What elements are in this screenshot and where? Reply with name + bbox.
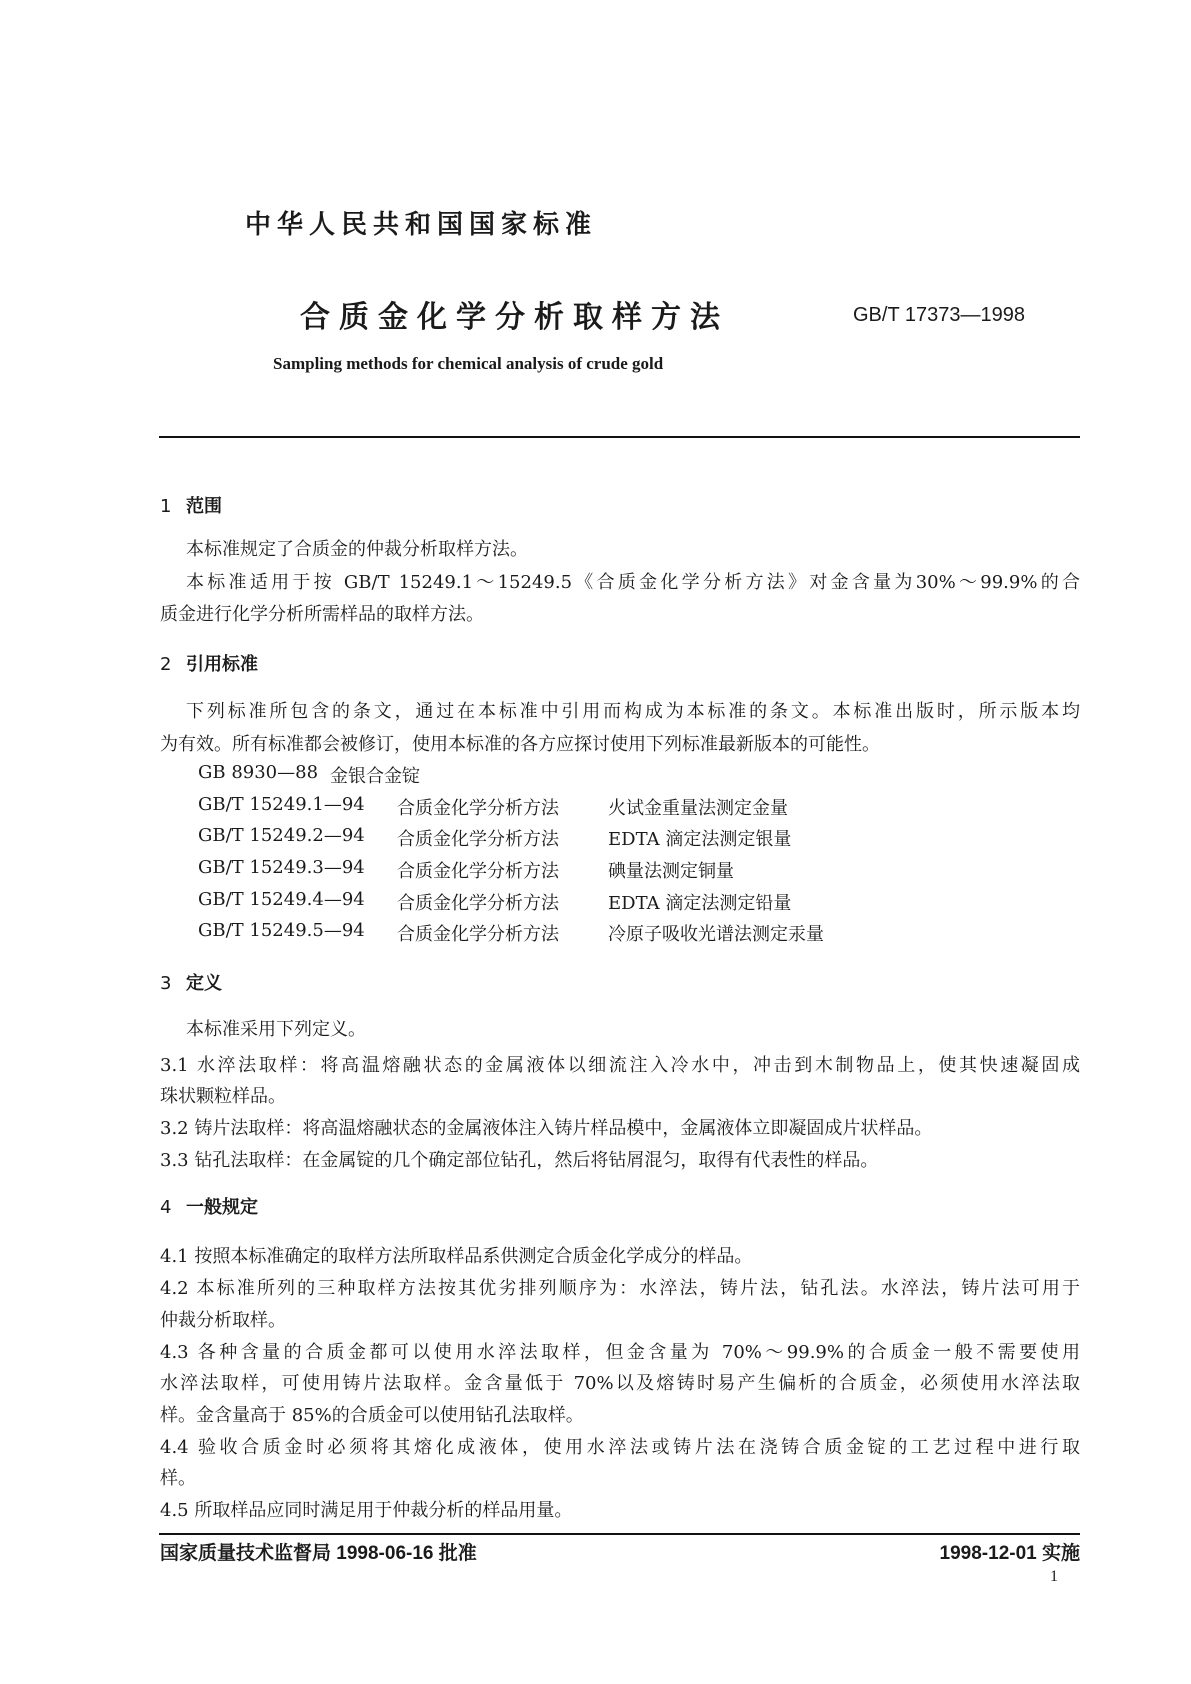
ref-code: GB/T 15249.3—94 xyxy=(198,857,365,878)
ref-title: 金银合金锭 xyxy=(330,766,420,787)
section-number: 2 xyxy=(160,654,172,675)
ref-code: GB/T 15249.4—94 xyxy=(198,889,365,910)
approval-date: 国家质量技术监督局 1998-06-16 批准 xyxy=(160,1543,477,1564)
ref-code: GB/T 15249.1—94 xyxy=(198,794,365,815)
section-heading xyxy=(160,650,258,676)
ref-title: 合质金化学分析方法 xyxy=(397,893,559,914)
paragraph-line: 4.3 各种含量的合质金都可以使用水淬法取样，但金含量为 70%～99.9%的合质金一般不需要使用 xyxy=(160,1342,1080,1363)
paragraph-line: 3.3 钻孔法取样：在金属锭的几个确定部位钻孔，然后将钻屑混匀，取得有代表性的样品。 xyxy=(160,1150,879,1171)
paragraph-line: 4.4 验收合质金时必须将其熔化成液体，使用水淬法或铸片法在浇铸合质金锭的工艺过程中进行取 xyxy=(160,1437,1080,1458)
section-number: 3 xyxy=(160,973,172,994)
section-title: 引用标准 xyxy=(186,654,258,675)
ref-title: 合质金化学分析方法 xyxy=(397,798,559,819)
implementation-date: 1998-12-01 实施 xyxy=(939,1543,1080,1564)
paragraph-line: 4.2 本标准所列的三种取样方法按其优劣排列顺序为：水淬法，铸片法，钻孔法。水淬法，铸片法可用于 xyxy=(160,1278,1080,1299)
paragraph-line: 3.2 铸片法取样：将高温熔融状态的金属液体注入铸片样品模中，金属液体立即凝固成片状样品。 xyxy=(160,1118,933,1139)
paragraph-line: 样。金含量高于 85%的合质金可以使用钻孔法取样。 xyxy=(160,1405,584,1426)
paragraph-line: 3.1 水淬法取样：将高温熔融状态的金属液体以细流注入冷水中，冲击到木制物品上，使其快速凝固成 xyxy=(160,1055,1080,1076)
ref-method: 火试金重量法测定金量 xyxy=(608,798,788,819)
paragraph-line: 本标准采用下列定义。 xyxy=(186,1019,366,1040)
footer-rule xyxy=(159,1533,1080,1535)
paragraph-line: 本标准规定了合质金的仲裁分析取样方法。 xyxy=(186,539,528,560)
ref-method: 冷原子吸收光谱法测定汞量 xyxy=(608,924,824,945)
page-number: 1 xyxy=(1050,1568,1058,1585)
paragraph-line: 珠状颗粒样品。 xyxy=(160,1086,286,1107)
paragraph-line: 本标准适用于按 GB/T 15249.1～15249.5《合质金化学分析方法》对金含量为30%～99.9%的合 xyxy=(186,572,1080,593)
ref-title: 合质金化学分析方法 xyxy=(397,924,559,945)
paragraph-line: 下列标准所包含的条文，通过在本标准中引用而构成为本标准的条文。本标准出版时，所示版本均 xyxy=(186,701,1080,722)
header-rule xyxy=(159,436,1080,438)
ref-code: GB 8930—88 xyxy=(198,762,319,783)
paragraph-line: 4.5 所取样品应同时满足用于仲裁分析的样品用量。 xyxy=(160,1500,573,1521)
section-number: 1 xyxy=(160,496,172,517)
paragraph-line: 样。 xyxy=(160,1468,196,1489)
paragraph-line: 质金进行化学分析所需样品的取样方法。 xyxy=(160,604,484,625)
section-title: 一般规定 xyxy=(186,1197,258,1218)
ref-method: EDTA 滴定法测定铅量 xyxy=(608,893,792,914)
paragraph-line: 水淬法取样，可使用铸片法取样。金含量低于 70%以及熔铸时易产生偏析的合质金，必须使用水淬法取 xyxy=(160,1373,1080,1394)
ref-method: 碘量法测定铜量 xyxy=(608,861,734,882)
section-heading xyxy=(160,969,222,995)
document-title: 合质金化学分析取样方法 xyxy=(300,300,729,335)
ref-title: 合质金化学分析方法 xyxy=(397,829,559,850)
ref-code: GB/T 15249.2—94 xyxy=(198,825,365,846)
ref-title: 合质金化学分析方法 xyxy=(397,861,559,882)
english-title: Sampling methods for chemical analysis of crude gold xyxy=(273,354,664,373)
paragraph-line: 4.1 按照本标准确定的取样方法所取样品系供测定合质金化学成分的样品。 xyxy=(160,1246,753,1267)
ref-code: GB/T 15249.5—94 xyxy=(198,920,365,941)
section-title: 范围 xyxy=(186,496,222,517)
section-heading xyxy=(160,492,222,518)
standard-code: GB/T 17373—1998 xyxy=(853,304,1025,326)
paragraph-line: 仲裁分析取样。 xyxy=(160,1310,286,1331)
paragraph-line: 为有效。所有标准都会被修订，使用本标准的各方应探讨使用下列标准最新版本的可能性。 xyxy=(160,734,880,755)
section-title: 定义 xyxy=(186,973,222,994)
section-heading xyxy=(160,1193,258,1219)
ref-method: EDTA 滴定法测定银量 xyxy=(608,829,792,850)
section-number: 4 xyxy=(160,1197,172,1218)
document-header: 中华人民共和国国家标准 xyxy=(244,210,597,240)
